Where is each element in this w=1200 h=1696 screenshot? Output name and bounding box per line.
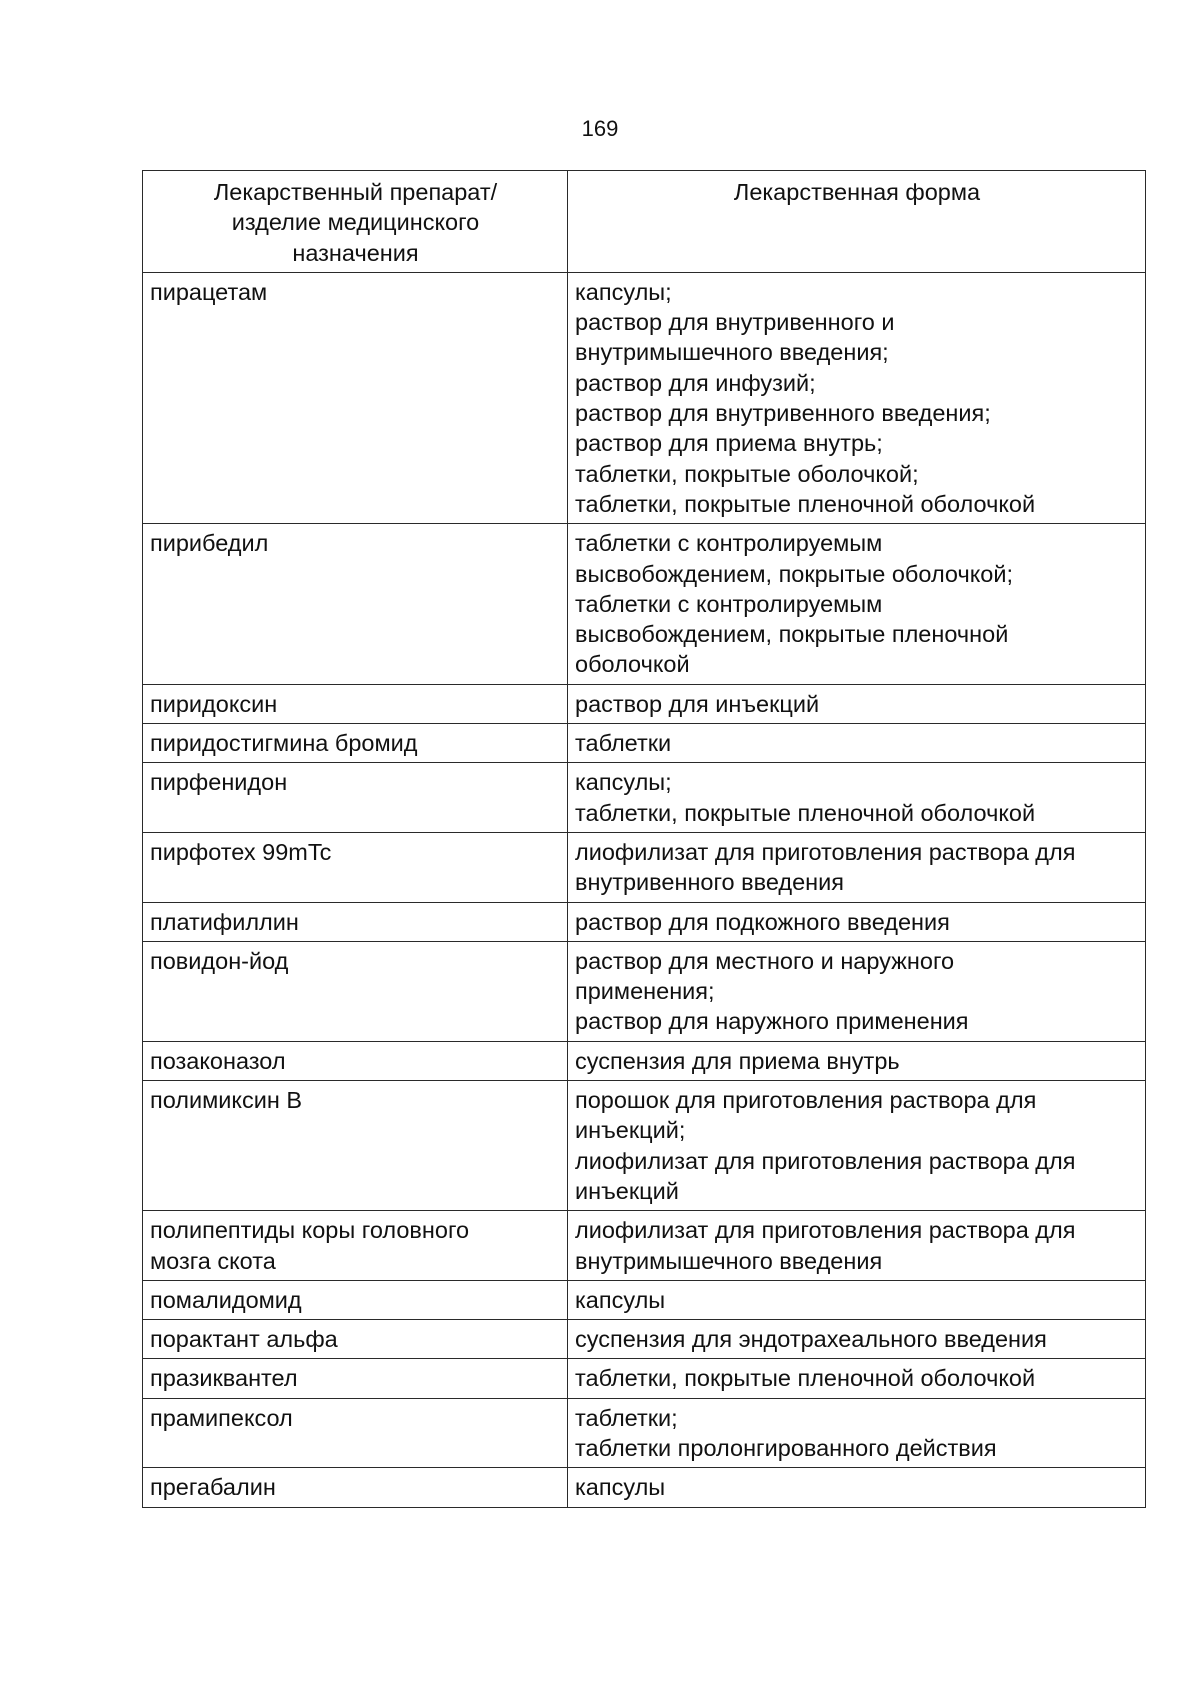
dosage-form-line: высвобождением, покрытые пленочной: [575, 621, 1009, 648]
dosage-form-line: оболочкой: [575, 651, 690, 678]
table-row: [143, 1280, 1146, 1319]
dosage-form-cell: [568, 763, 1146, 833]
header-line: Лекарственная форма: [733, 179, 981, 205]
dosage-form-line: высвобождением, покрытые оболочкой;: [575, 560, 1013, 587]
dosage-form-line: раствор для внутривенного введения;: [575, 400, 991, 427]
dosage-form-line: таблетки;: [575, 1404, 678, 1431]
dosage-form-line: таблетки, покрытые пленочной оболочкой: [575, 799, 1036, 826]
dosage-form-line: таблетки, покрытые оболочкой;: [575, 460, 919, 487]
dosage-form-line: раствор для местного и наружного: [575, 947, 955, 974]
dosage-form-line: таблетки, покрытые пленочной оболочкой: [575, 1365, 1036, 1392]
dosage-form-cell: [568, 1320, 1146, 1359]
table-row: [143, 832, 1146, 902]
dosage-form-line: таблетки пролонгированного действия: [575, 1434, 997, 1461]
drug-name-cell: [143, 832, 568, 902]
header-line: назначения: [292, 239, 419, 266]
dosage-form-cell: [568, 684, 1146, 723]
drug-name-cell: [143, 1320, 568, 1359]
drug-name-line: пирфотех 99mTc: [150, 838, 332, 865]
drug-name-line: пирацетам: [150, 278, 268, 305]
drug-name-cell: [143, 902, 568, 941]
drug-forms-table: [142, 170, 1146, 1508]
dosage-form-line: таблетки с контролируемым: [575, 590, 883, 617]
dosage-form-cell: [568, 902, 1146, 941]
drug-name-cell: [143, 724, 568, 763]
dosage-form-line: таблетки, покрытые пленочной оболочкой: [575, 490, 1036, 517]
drug-name-line: полипептиды коры головного: [150, 1217, 470, 1244]
dosage-form-cell: [568, 1280, 1146, 1319]
drug-name-line: помалидомид: [150, 1286, 302, 1313]
dosage-form-cell: [568, 1468, 1146, 1507]
page-number: 169: [581, 116, 619, 141]
dosage-form-cell: [568, 524, 1146, 684]
drug-name-line: пирфенидон: [150, 769, 288, 796]
table-row: [143, 1081, 1146, 1211]
dosage-form-line: суспензия для приема внутрь: [575, 1047, 900, 1074]
drug-name-cell: [143, 1280, 568, 1319]
dosage-form-cell: [568, 941, 1146, 1041]
dosage-form-cell: [568, 1359, 1146, 1398]
drug-name-cell: [143, 1468, 568, 1507]
dosage-form-line: раствор для приема внутрь;: [575, 430, 883, 457]
drug-name-cell: [143, 272, 568, 523]
table-row: [143, 1398, 1146, 1468]
drug-name-line: мозга скота: [150, 1247, 276, 1274]
drug-name-line: празиквантел: [150, 1365, 298, 1392]
table-row: [143, 763, 1146, 833]
dosage-form-line: таблетки: [575, 730, 672, 757]
drug-name-cell: [143, 763, 568, 833]
table-header-row: [143, 171, 1146, 273]
dosage-form-line: лиофилизат для приготовления раствора для: [575, 838, 1076, 865]
table-row: [143, 902, 1146, 941]
drug-name-cell: [143, 684, 568, 723]
table-row: [143, 1468, 1146, 1507]
dosage-form-line: капсулы;: [575, 769, 672, 796]
table-body: [143, 272, 1146, 1507]
dosage-form-line: лиофилизат для приготовления раствора для: [575, 1217, 1076, 1244]
drug-name-line: полимиксин В: [150, 1087, 303, 1114]
dosage-form-line: инъекций;: [575, 1117, 686, 1144]
drug-name-line: платифиллин: [150, 908, 299, 935]
dosage-form-line: суспензия для эндотрахеального введения: [575, 1326, 1047, 1353]
drug-name-cell: [143, 1211, 568, 1281]
column-header-form: [568, 171, 1146, 273]
drug-name-line: прамипексол: [150, 1404, 293, 1431]
header-line: изделие медицинского: [231, 209, 480, 236]
dosage-form-line: капсулы: [575, 1286, 666, 1313]
drug-name-cell: [143, 941, 568, 1041]
table-row: [143, 724, 1146, 763]
dosage-form-line: раствор для подкожного введения: [575, 908, 950, 935]
drug-name-line: повидон-йод: [150, 947, 289, 974]
dosage-form-line: внутривенного введения: [575, 869, 845, 896]
dosage-form-cell: [568, 1081, 1146, 1211]
column-header-drug: [143, 171, 568, 273]
dosage-form-line: внутримышечного введения: [575, 1247, 883, 1274]
drug-name-line: прегабалин: [150, 1474, 276, 1501]
drug-name-line: позаконазол: [150, 1047, 286, 1074]
drug-name-cell: [143, 524, 568, 684]
drug-name-cell: [143, 1359, 568, 1398]
drug-name-line: пирибедил: [150, 530, 269, 557]
dosage-form-cell: [568, 832, 1146, 902]
dosage-form-line: инъекций: [575, 1177, 679, 1204]
dosage-form-line: раствор для инъекций: [575, 690, 820, 717]
dosage-form-line: капсулы: [575, 1474, 666, 1501]
table-row: [143, 1211, 1146, 1281]
dosage-form-cell: [568, 1211, 1146, 1281]
table-row: [143, 941, 1146, 1041]
drug-name-line: пиридостигмина бромид: [150, 730, 418, 757]
table-row: [143, 1359, 1146, 1398]
dosage-form-line: раствор для наружного применения: [575, 1008, 969, 1035]
dosage-form-line: применения;: [575, 978, 715, 1005]
dosage-form-line: лиофилизат для приготовления раствора для: [575, 1147, 1076, 1174]
dosage-form-line: внутримышечного введения;: [575, 339, 889, 366]
table-row: [143, 684, 1146, 723]
dosage-form-cell: [568, 724, 1146, 763]
table-row: [143, 524, 1146, 684]
drug-name-line: пиридоксин: [150, 690, 278, 717]
drug-name-cell: [143, 1398, 568, 1468]
dosage-form-cell: [568, 272, 1146, 523]
dosage-form-line: таблетки с контролируемым: [575, 530, 883, 557]
header-line: Лекарственный препарат/: [213, 179, 498, 205]
drug-name-cell: [143, 1081, 568, 1211]
table-row: [143, 1041, 1146, 1080]
drug-name-cell: [143, 1041, 568, 1080]
dosage-form-cell: [568, 1398, 1146, 1468]
dosage-form-line: раствор для инфузий;: [575, 369, 816, 396]
dosage-form-cell: [568, 1041, 1146, 1080]
dosage-form-line: порошок для приготовления раствора для: [575, 1087, 1037, 1114]
dosage-form-line: раствор для внутривенного и: [575, 309, 895, 336]
table-row: [143, 272, 1146, 523]
table-row: [143, 1320, 1146, 1359]
dosage-form-line: капсулы;: [575, 278, 672, 305]
drug-name-line: порактант альфа: [150, 1326, 338, 1353]
